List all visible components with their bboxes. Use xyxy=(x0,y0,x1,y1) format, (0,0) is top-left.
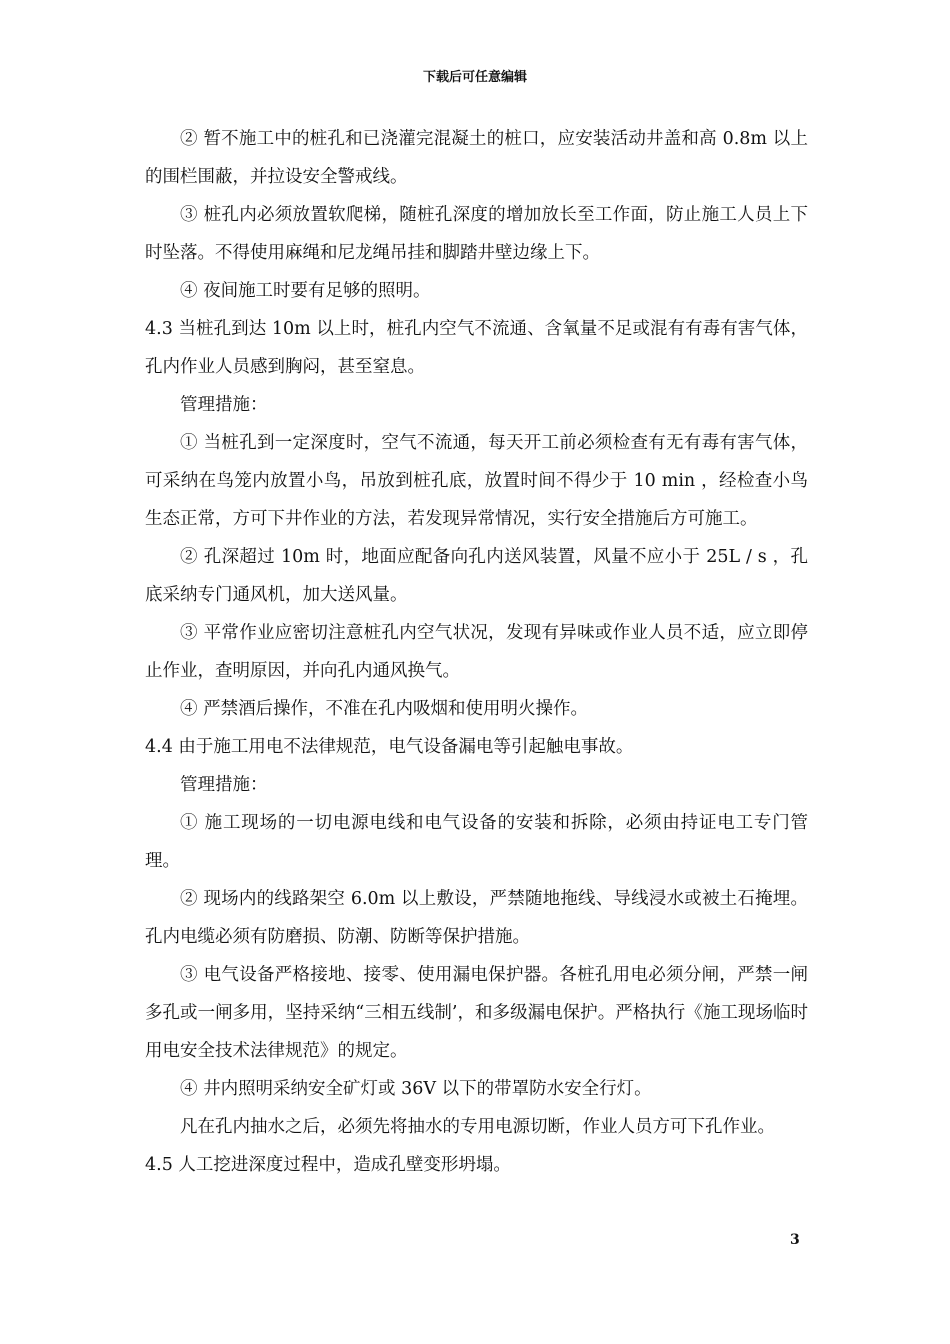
paragraph: ② 孔深超过 10m 时，地面应配备向孔内送风装置，风量不应小于 25L / s ，孔底采纳专门通风机，加大送风量。 xyxy=(145,547,808,605)
paragraph: ④ 井内照明采纳安全矿灯或 36V 以下的带罩防水安全行灯。 xyxy=(180,1079,652,1099)
paragraph: ④ 严禁酒后操作，不准在孔内吸烟和使用明火操作。 xyxy=(180,699,589,719)
paragraph: 管理措施： xyxy=(180,775,268,795)
section-heading: 4.4 由于施工用电不法律规范，电气设备漏电等引起触电事故。 xyxy=(145,737,634,757)
document-body xyxy=(145,120,808,1184)
paragraph: ③ 桩孔内必须放置软爬梯，随桩孔深度的增加放长至工作面，防止施工人员上下时坠落。不得使用麻绳和尼龙绳吊挂和脚踏井壁边缘上下。 xyxy=(145,205,808,263)
page-header: 下载后可任意编辑 xyxy=(422,70,527,85)
paragraph: ③ 平常作业应密切注意桩孔内空气状况，发现有异味或作业人员不适，应立即停止作业，查明原因，并向孔内通风换气。 xyxy=(145,623,808,681)
paragraph: ② 现场内的线路架空 6.0m 以上敷设，严禁随地拖线、导线浸水或被土石掩埋。孔内电缆必须有防磨损、防潮、防断等保护措施。 xyxy=(145,889,808,947)
paragraph: ③ 电气设备严格接地、接零、使用漏电保护器。各桩孔用电必须分闸，严禁一闸多孔或一闸多用，坚持采纳“三相五线制’，和多级漏电保护。严格执行《施工现场临时用电安全技术法律规范》的规定。 xyxy=(145,965,808,1061)
section-heading: 4.3 当桩孔到达 10m 以上时，桩孔内空气不流通、含氧量不足或混有有毒有害气体，孔内作业人员感到胸闷，甚至窒息。 xyxy=(145,319,808,377)
paragraph: ② 暂不施工中的桩孔和已浇灌完混凝土的桩口，应安装活动井盖和高 0.8m 以上的围栏围蔽，并拉设安全警戒线。 xyxy=(145,129,808,187)
paragraph: 凡在孔内抽水之后，必须先将抽水的专用电源切断，作业人员方可下孔作业。 xyxy=(180,1117,775,1137)
section-heading: 4.5 人工挖进深度过程中，造成孔壁变形坍塌。 xyxy=(145,1155,511,1175)
paragraph: ④ 夜间施工时要有足够的照明。 xyxy=(180,281,431,301)
paragraph: ① 施工现场的一切电源电线和电气设备的安装和拆除，必须由持证电工专门管理。 xyxy=(145,813,808,871)
paragraph: ① 当桩孔到一定深度时，空气不流通，每天开工前必须检查有无有毒有害气体，可采纳在鸟笼内放置小鸟，吊放到桩孔底，放置时间不得少于 10 min ，经检查小鸟生态正常，方可下井作业的方法，若发现异常情况，实行安全措施后方可施工。 xyxy=(145,433,808,529)
page-number: 3 xyxy=(790,1232,800,1248)
paragraph: 管理措施： xyxy=(180,395,268,415)
